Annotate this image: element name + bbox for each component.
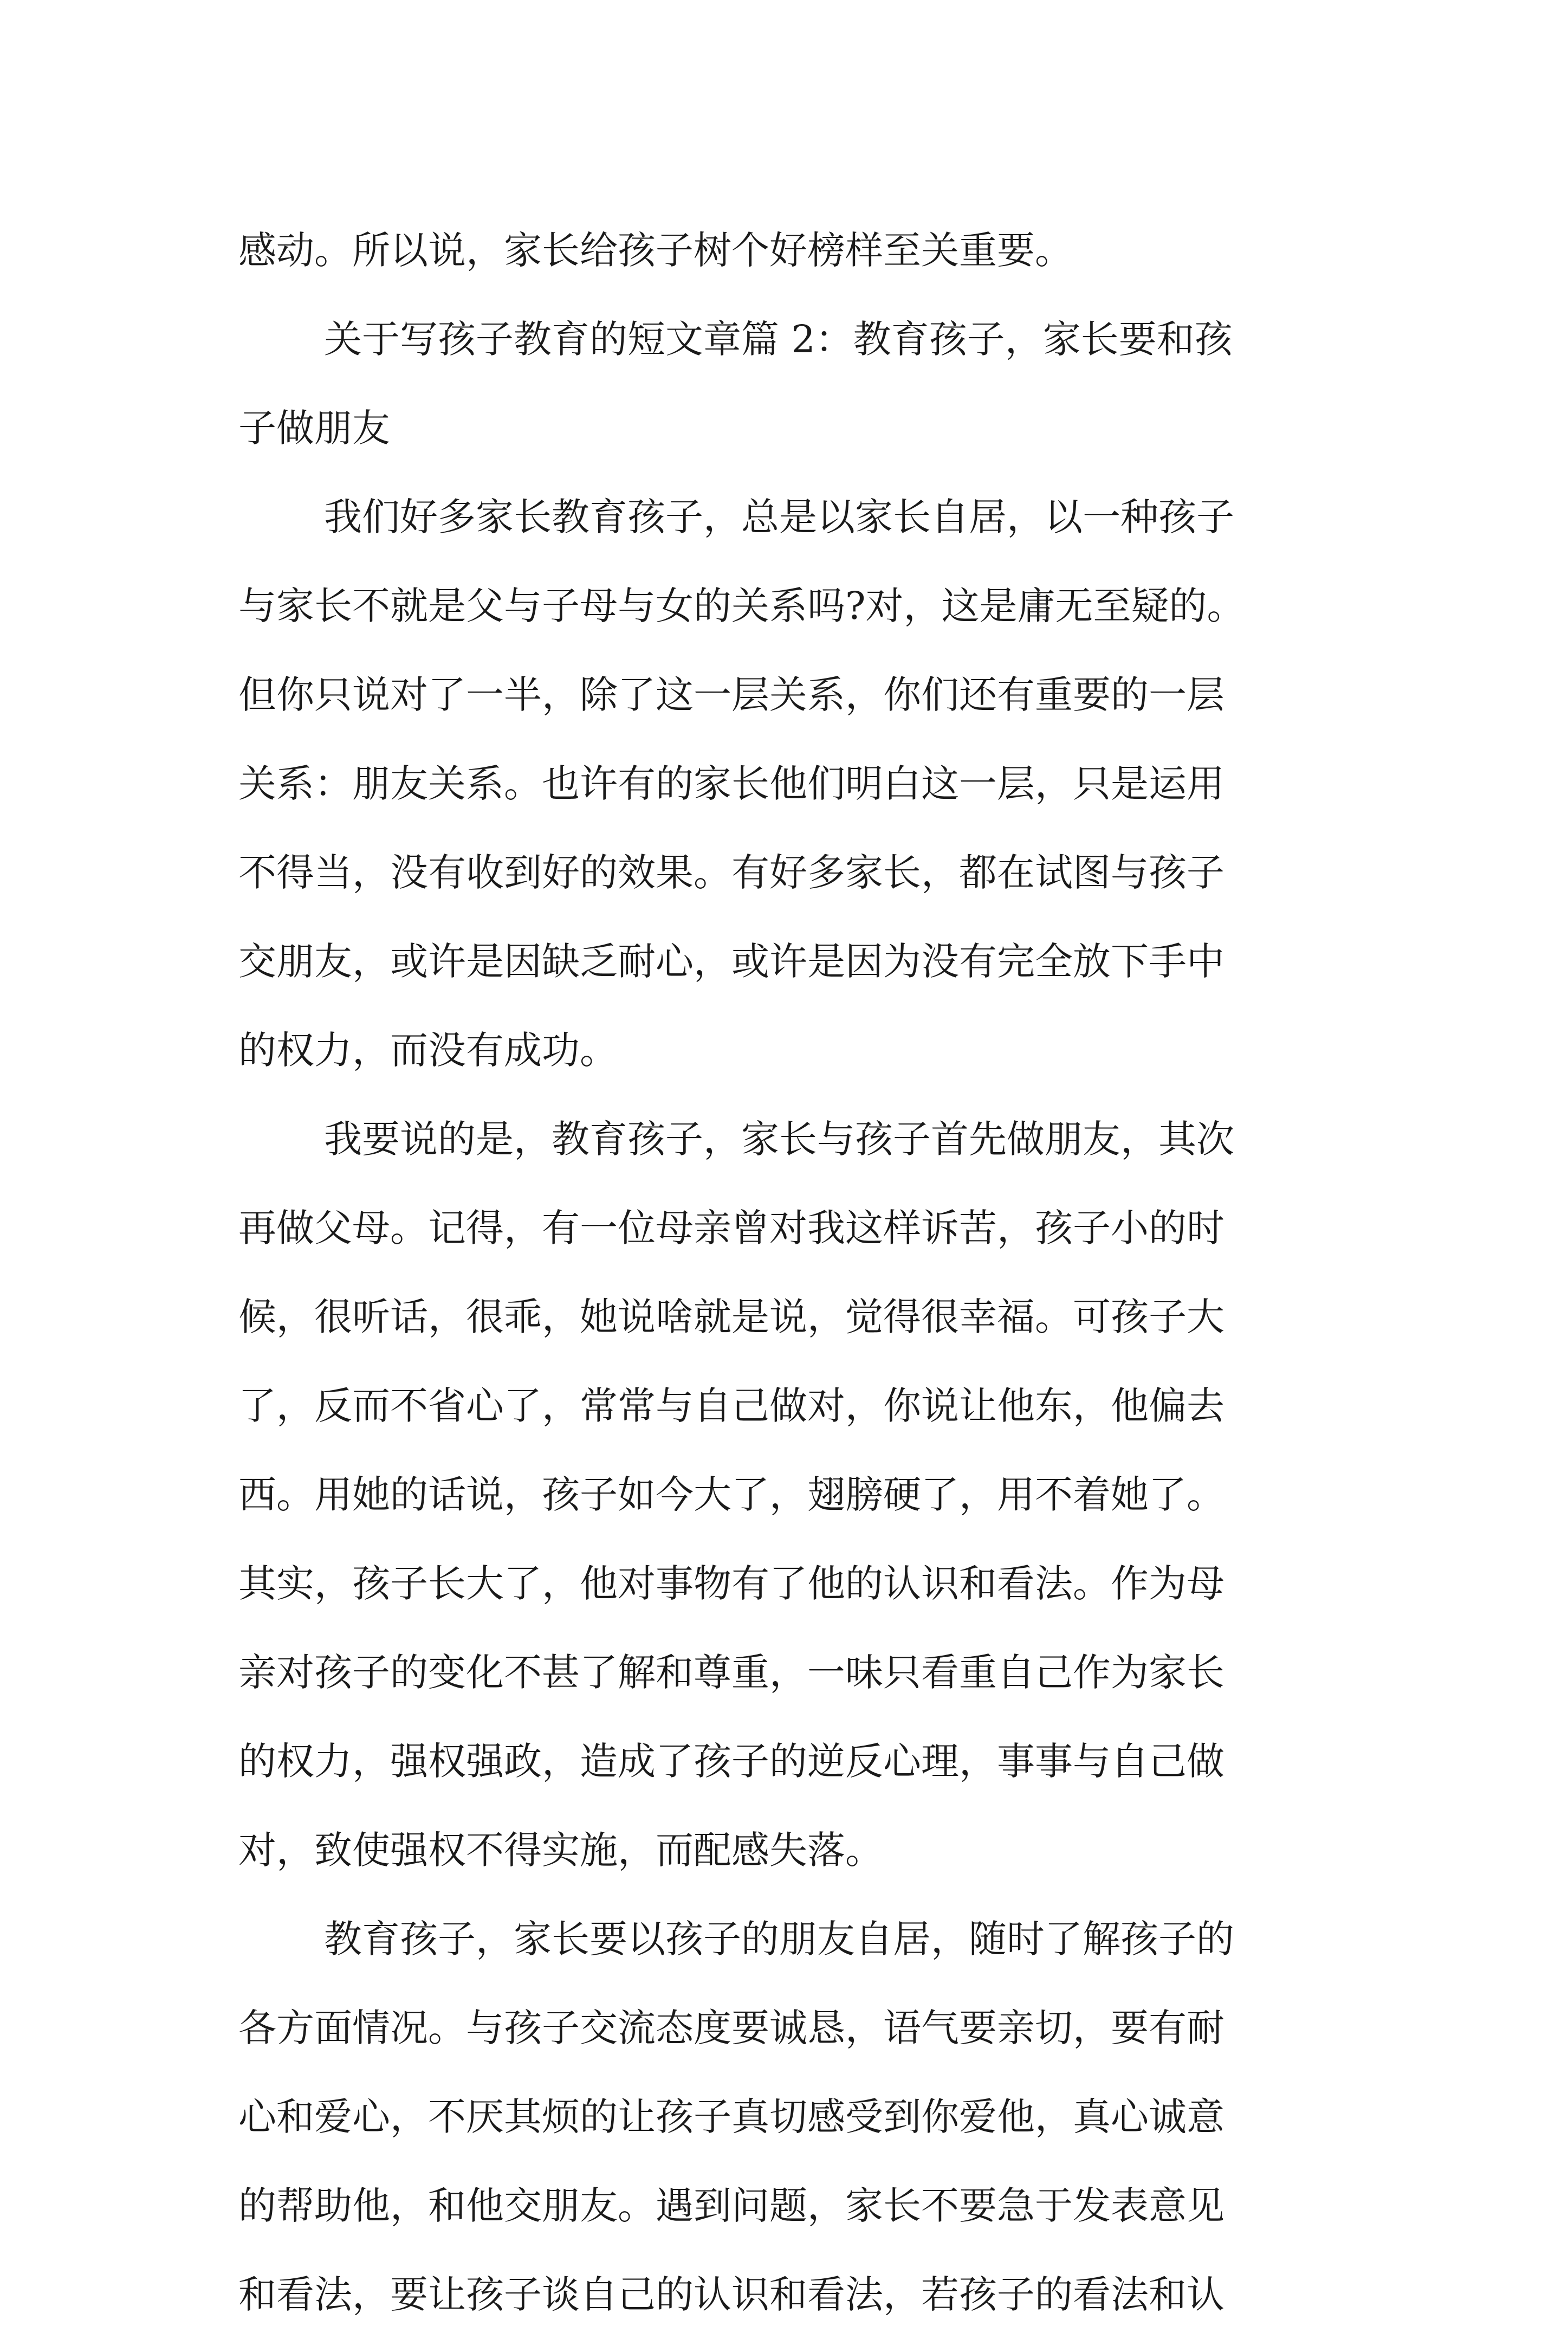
text-line: 其实，孩子长大了，他对事物有了他的认识和看法。作为母: [238, 1561, 1224, 1606]
text-line: 关系：朋友关系。也许有的家长他们明白这一层，只是运用: [238, 761, 1224, 806]
text-line: 对，致使强权不得实施，而配感失落。: [238, 1828, 883, 1872]
text-line: 与家长不就是父与子母与女的关系吗?对，这是庸无至疑的。: [238, 584, 1245, 628]
text-line: 但你只说对了一半，除了这一层关系，你们还有重要的一层: [238, 673, 1224, 717]
text-line: 候，很听话，很乖，她说啥就是说，觉得很幸福。可孩子大: [238, 1295, 1224, 1339]
text-line: 不得当，没有收到好的效果。有好多家长，都在试图与孩子: [238, 850, 1224, 895]
text-line: 感动。所以说，家长给孩子树个好榜样至关重要。: [238, 228, 1073, 273]
text-line: 再做父母。记得，有一位母亲曾对我这样诉苦，孩子小的时: [238, 1206, 1224, 1250]
text-line: 我要说的是，教育孩子，家长与孩子首先做朋友，其次: [324, 1117, 1234, 1161]
document-body: [238, 206, 1338, 2339]
text-line: 了，反而不省心了，常常与自己做对，你说让他东，他偏去: [238, 1384, 1224, 1428]
text-line: 我们好多家长教育孩子，总是以家长自居，以一种孩子: [324, 495, 1234, 539]
text-line: 亲对孩子的变化不甚了解和尊重，一味只看重自己作为家长: [238, 1650, 1224, 1695]
text-line: 子做朋友: [238, 406, 390, 450]
text-line: 教育孩子，家长要以孩子的朋友自居，随时了解孩子的: [324, 1917, 1234, 1961]
text-line: 交朋友，或许是因缺乏耐心，或许是因为没有完全放下手中: [238, 939, 1224, 984]
text-line: 西。用她的话说，孩子如今大了，翅膀硬了，用不着她了。: [238, 1472, 1224, 1517]
text-line: 各方面情况。与孩子交流态度要诚恳，语气要亲切，要有耐: [238, 2006, 1224, 2050]
text-line: 关于写孩子教育的短文章篇 2：教育孩子，家长要和孩: [324, 317, 1233, 361]
text-line: 的权力，而没有成功。: [238, 1028, 618, 1072]
text-line: 和看法，要让孩子谈自己的认识和看法，若孩子的看法和认: [238, 2272, 1224, 2317]
text-line: 心和爱心，不厌其烦的让孩子真切感受到你爱他，真心诚意: [238, 2095, 1224, 2139]
text-line: 的权力，强权强政，造成了孩子的逆反心理，事事与自己做: [238, 1739, 1224, 1784]
text-line: 的帮助他，和他交朋友。遇到问题，家长不要急于发表意见: [238, 2183, 1224, 2228]
